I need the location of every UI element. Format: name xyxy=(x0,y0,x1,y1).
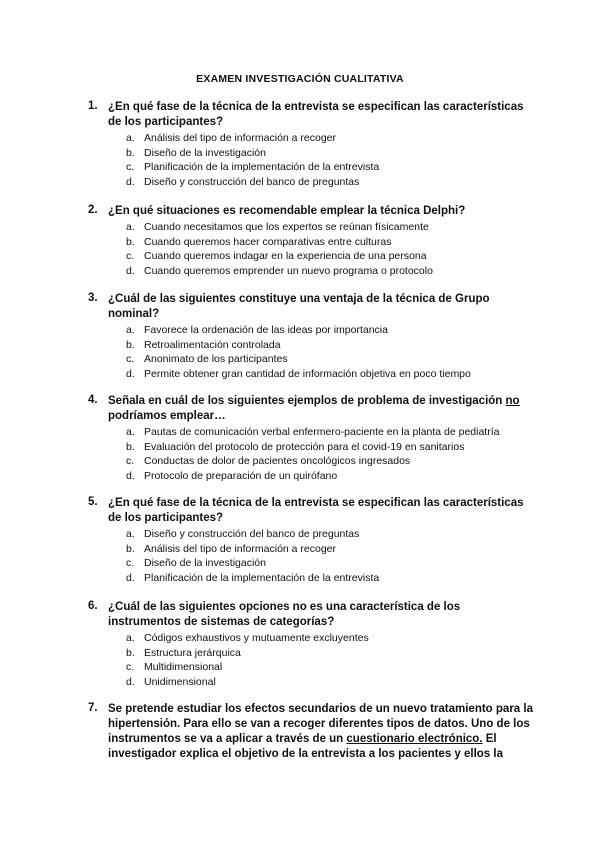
underlined-word: no xyxy=(505,395,520,407)
exam-title: EXAMEN INVESTIGACIÓN CUALITATIVA xyxy=(196,73,404,85)
question-5 xyxy=(88,496,533,585)
option-d: d. Cuando queremos emprender un nuevo programa o protocolo xyxy=(126,264,433,277)
question-number: 3. xyxy=(88,292,98,304)
option-a: a. Favorece la ordenación de las ideas por importancia xyxy=(126,324,388,336)
question-number: 4. xyxy=(88,394,98,406)
question-text: Señala en cuál de los siguientes ejemplos de problema de investigación no podríamos emplear… xyxy=(108,395,520,422)
question-number: 5. xyxy=(88,496,98,508)
question-text: ¿Cuál de las siguientes constituye una ventaja de la técnica de Grupo nominal? xyxy=(108,293,490,320)
option-b: b. Cuando queremos hacer comparativas entre culturas xyxy=(126,235,392,248)
option-b: b. Estructura jerárquica xyxy=(126,646,241,659)
underlined-phrase: cuestionario electrónico. xyxy=(346,733,483,745)
question-number: 2. xyxy=(88,204,98,216)
question-text: ¿En qué situaciones es recomendable emplear la técnica Delphi? xyxy=(108,205,466,217)
option-d: d. Diseño y construcción del banco de preguntas xyxy=(126,175,360,188)
option-c: c. Planificación de la implementación de la entrevista xyxy=(126,161,380,173)
option-c: c. Diseño de la investigación xyxy=(126,557,266,569)
question-text: Se pretende estudiar los efectos secundarios de un nuevo tratamiento para la hipertensión. Para ello se van a recoger diferentes tipos de datos. Uno de los instrumentos se va a aplicar a través de un cuestionario electrónico. El investigador explica el objetivo de la entrevista a los pacientes y ellos la xyxy=(108,703,533,760)
option-b: b. Diseño de la investigación xyxy=(126,146,266,159)
option-b: b. Análisis del tipo de información a recoger xyxy=(126,542,337,555)
question-1 xyxy=(88,100,533,189)
option-list xyxy=(126,425,533,483)
question-4 xyxy=(88,394,533,483)
option-list xyxy=(126,323,533,381)
option-d: d. Unidimensional xyxy=(126,675,216,688)
option-c: c. Anonimato de los participantes xyxy=(126,353,288,365)
question-6 xyxy=(88,600,533,689)
option-d: d. Permite obtener gran cantidad de información objetiva en poco tiempo xyxy=(126,367,471,380)
option-b: b. Retroalimentación controlada xyxy=(126,338,281,351)
question-2 xyxy=(88,204,533,278)
option-list xyxy=(126,631,533,689)
option-a: a. Cuando necesitamos que los expertos se reúnan físicamente xyxy=(126,221,429,233)
question-number: 7. xyxy=(88,702,98,714)
question-7 xyxy=(88,702,533,762)
option-list xyxy=(126,131,533,189)
option-b: b. Evaluación del protocolo de protección para el covid-19 en sanitarios xyxy=(126,440,465,453)
question-number: 6. xyxy=(88,600,98,612)
option-c: c. Cuando queremos indagar en la experiencia de una persona xyxy=(126,250,427,262)
option-a: a. Códigos exhaustivos y mutuamente excluyentes xyxy=(126,632,369,644)
question-text: ¿En qué fase de la técnica de la entrevista se especifican las características de los participantes? xyxy=(108,497,524,524)
question-text: ¿En qué fase de la técnica de la entrevista se especifican las características de los participantes? xyxy=(108,101,524,128)
question-3 xyxy=(88,292,533,381)
option-a: a. Diseño y construcción del banco de preguntas xyxy=(126,528,360,540)
option-c: c. Multidimensional xyxy=(126,661,223,673)
option-list xyxy=(126,220,533,278)
option-d: d. Planificación de la implementación de la entrevista xyxy=(126,571,380,584)
option-a: a. Pautas de comunicación verbal enfermero-paciente en la planta de pediatría xyxy=(126,426,500,438)
question-text: ¿Cuál de las siguientes opciones no es una característica de los instrumentos de sistemas de categorías? xyxy=(108,601,461,628)
option-d: d. Protocolo de preparación de un quirófano xyxy=(126,469,338,482)
option-list xyxy=(126,527,533,585)
option-a: a. Análisis del tipo de información a recoger xyxy=(126,132,337,144)
option-c: c. Conductas de dolor de pacientes oncológicos ingresados xyxy=(126,455,411,467)
question-number: 1. xyxy=(88,100,98,112)
